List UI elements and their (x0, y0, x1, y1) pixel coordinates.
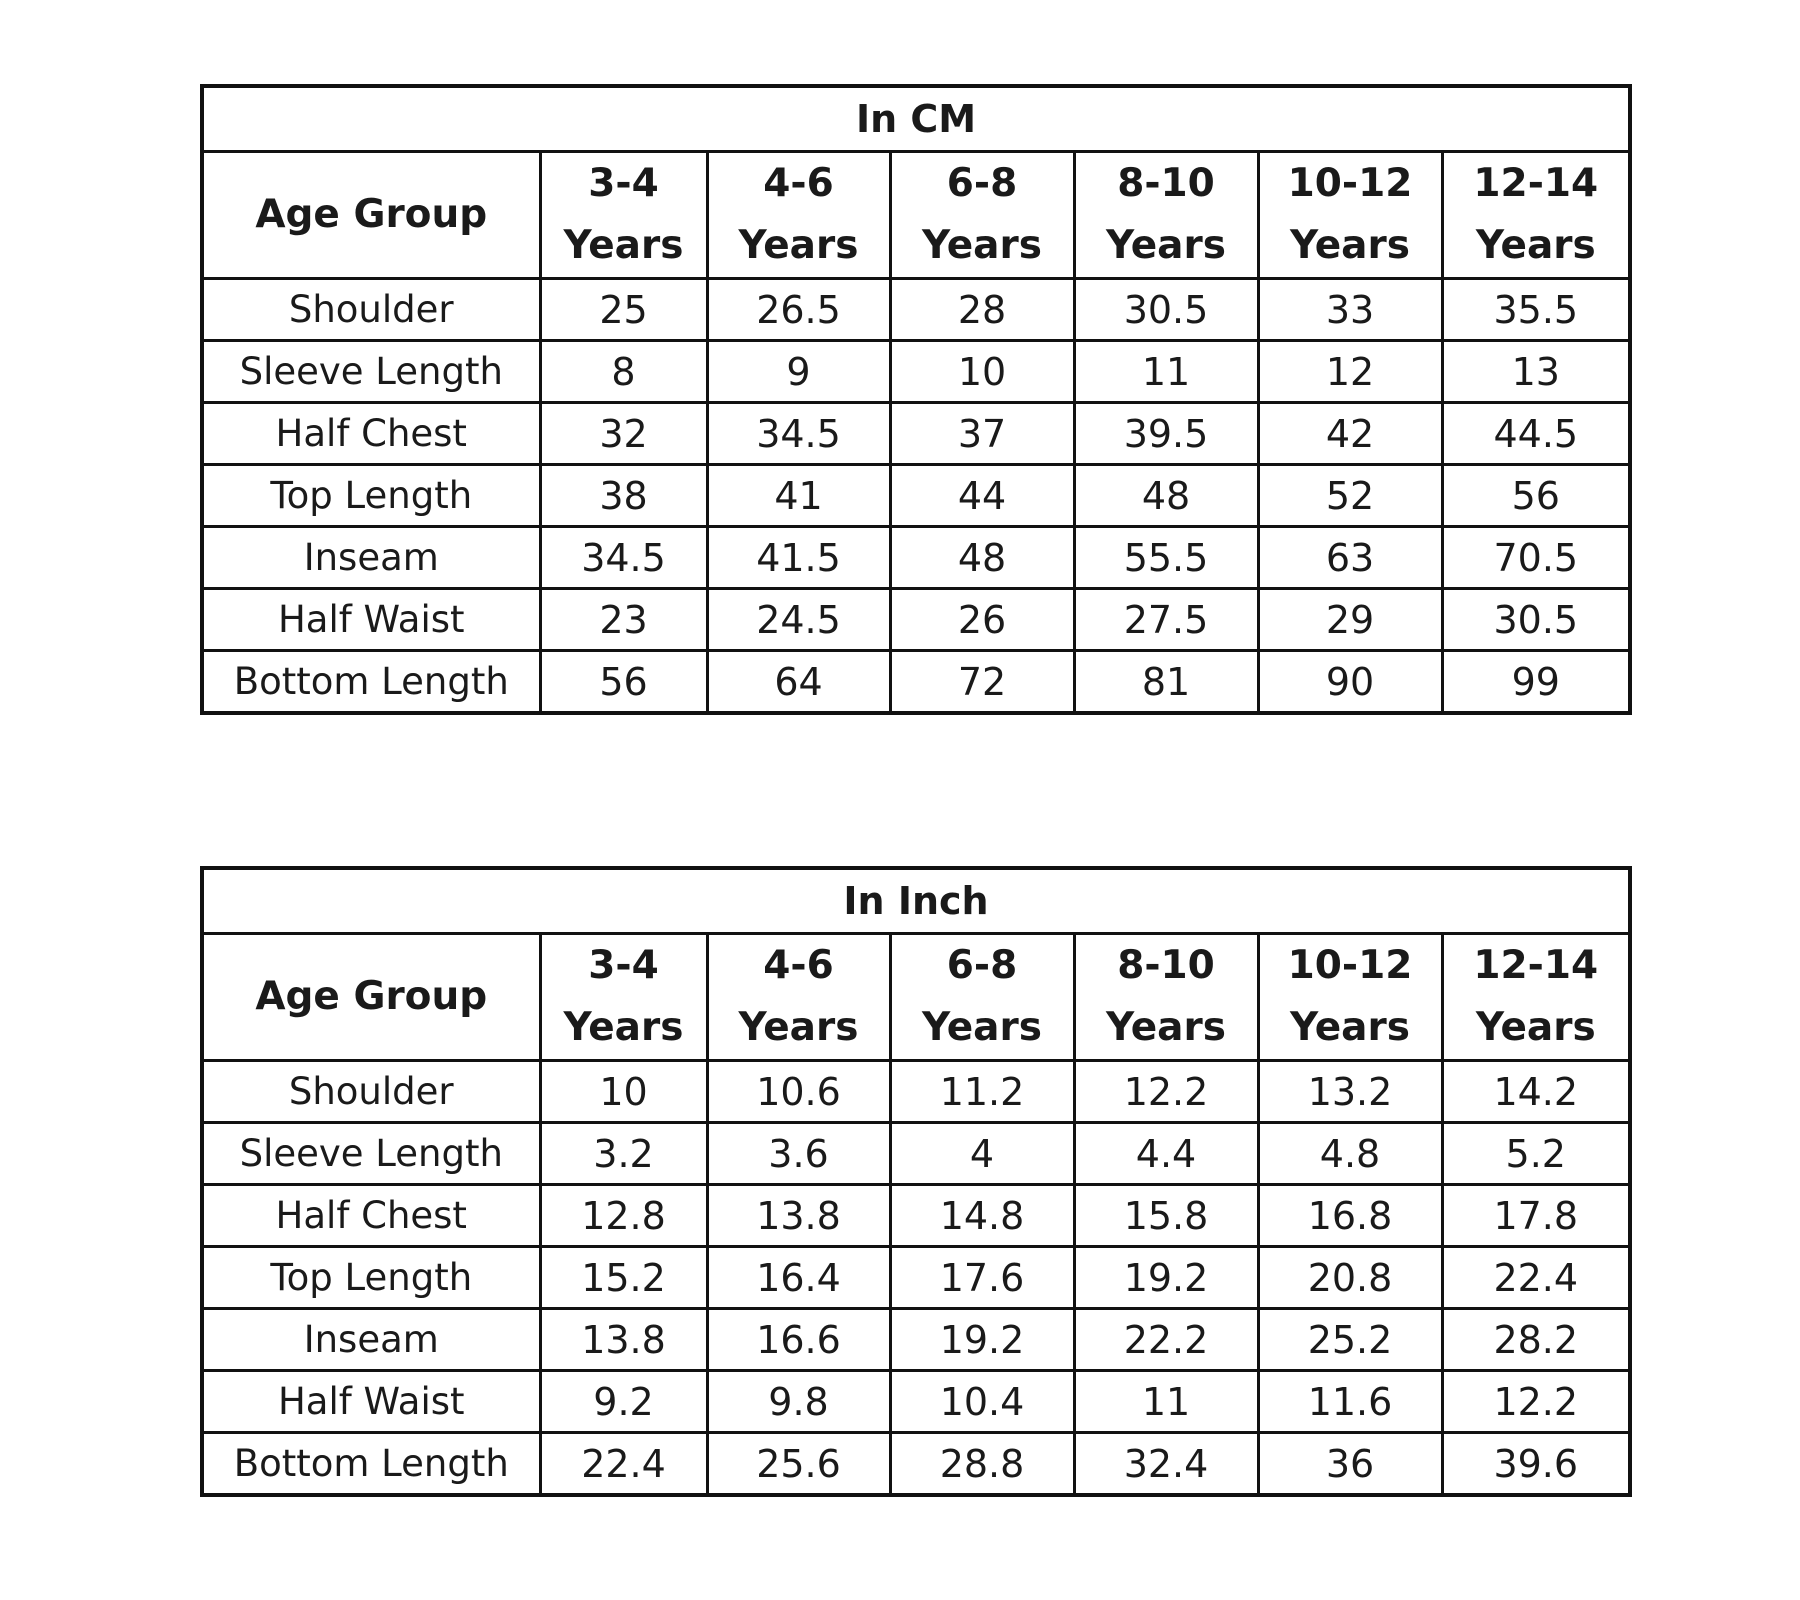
table-cell: 52 (1258, 465, 1442, 527)
table-cell: 4 (890, 1123, 1074, 1185)
table-cell: 5.2 (1442, 1123, 1630, 1185)
table-row (202, 1185, 1630, 1247)
row-label: Top Length (202, 1247, 540, 1309)
table-cell: 23 (540, 589, 707, 651)
column-unit: Years (738, 1005, 859, 1050)
column-range: 12-14 (1473, 161, 1599, 206)
table-cell: 11 (1074, 1371, 1258, 1433)
table-cell: 8 (540, 341, 707, 403)
column-unit: Years (563, 223, 684, 268)
table-cell: 44 (890, 465, 1074, 527)
table-cell: 26 (890, 589, 1074, 651)
column-unit: Years (1290, 223, 1410, 268)
table-cell: 70.5 (1442, 527, 1630, 589)
column-range: 8-10 (1117, 161, 1215, 206)
column-header (1074, 934, 1258, 1061)
column-range: 10-12 (1287, 161, 1413, 206)
column-unit: Years (1106, 223, 1226, 268)
size-table-inch (200, 866, 1632, 1497)
table-cell: 37 (890, 403, 1074, 465)
table-cell: 17.8 (1442, 1185, 1630, 1247)
column-header (707, 934, 890, 1061)
table-cell: 10 (540, 1061, 707, 1123)
table-cell: 16.6 (707, 1309, 890, 1371)
table-cell: 12.2 (1442, 1371, 1630, 1433)
table-row (202, 1371, 1630, 1433)
table-cell: 25.2 (1258, 1309, 1442, 1371)
table-cell: 48 (890, 527, 1074, 589)
table-cell: 28.2 (1442, 1309, 1630, 1371)
table-row (202, 279, 1630, 341)
table-cell: 90 (1258, 651, 1442, 714)
table-cell: 29 (1258, 589, 1442, 651)
table-cell: 39.5 (1074, 403, 1258, 465)
table-cell: 27.5 (1074, 589, 1258, 651)
table-cell: 26.5 (707, 279, 890, 341)
column-range: 6-8 (946, 943, 1018, 988)
table-cell: 32 (540, 403, 707, 465)
table-cell: 41 (707, 465, 890, 527)
table-cell: 10.6 (707, 1061, 890, 1123)
table-cell: 14.2 (1442, 1061, 1630, 1123)
table-cell: 9.8 (707, 1371, 890, 1433)
table-cell: 12 (1258, 341, 1442, 403)
table-cell: 56 (540, 651, 707, 714)
table-title: In Inch (202, 868, 1630, 934)
row-label: Top Length (202, 465, 540, 527)
row-label: Half Waist (202, 589, 540, 651)
table-cell: 28.8 (890, 1433, 1074, 1496)
table-cell: 32.4 (1074, 1433, 1258, 1496)
table-cell: 22.4 (540, 1433, 707, 1496)
table-cell: 44.5 (1442, 403, 1630, 465)
table-cell: 30.5 (1442, 589, 1630, 651)
column-unit: Years (563, 1005, 684, 1050)
column-range: 8-10 (1117, 943, 1215, 988)
table-row (202, 341, 1630, 403)
row-label: Half Chest (202, 1185, 540, 1247)
table-title-row (202, 86, 1630, 152)
table-cell: 36 (1258, 1433, 1442, 1496)
table-cell: 99 (1442, 651, 1630, 714)
table-cell: 12.8 (540, 1185, 707, 1247)
size-table-cm (200, 84, 1632, 715)
table-cell: 13.8 (707, 1185, 890, 1247)
table-cell: 39.6 (1442, 1433, 1630, 1496)
table-row (202, 527, 1630, 589)
column-range: 4-6 (763, 161, 834, 206)
row-label: Shoulder (202, 1061, 540, 1123)
table-cell: 19.2 (1074, 1247, 1258, 1309)
table-title-row (202, 868, 1630, 934)
table-cell: 11 (1074, 341, 1258, 403)
table-cell: 72 (890, 651, 1074, 714)
row-label: Half Waist (202, 1371, 540, 1433)
table-row (202, 1247, 1630, 1309)
table-cell: 28 (890, 279, 1074, 341)
table-row (202, 465, 1630, 527)
table-cell: 34.5 (707, 403, 890, 465)
table-cell: 11.2 (890, 1061, 1074, 1123)
row-label: Shoulder (202, 279, 540, 341)
column-header (1074, 152, 1258, 279)
column-unit: Years (1290, 1005, 1410, 1050)
table-header-row (202, 152, 1630, 279)
column-unit: Years (1475, 223, 1596, 268)
column-unit: Years (738, 223, 859, 268)
column-range: 3-4 (588, 161, 659, 206)
table-row (202, 589, 1630, 651)
table-row (202, 403, 1630, 465)
table-title: In CM (202, 86, 1630, 152)
table-cell: 13.2 (1258, 1061, 1442, 1123)
table-cell: 42 (1258, 403, 1442, 465)
column-header (540, 152, 707, 279)
column-range: 10-12 (1287, 943, 1413, 988)
column-header (890, 934, 1074, 1061)
table-cell: 15.2 (540, 1247, 707, 1309)
table-cell: 33 (1258, 279, 1442, 341)
table-cell: 64 (707, 651, 890, 714)
table-cell: 9.2 (540, 1371, 707, 1433)
table-cell: 24.5 (707, 589, 890, 651)
column-range: 3-4 (588, 943, 659, 988)
column-header (540, 934, 707, 1061)
column-range: 12-14 (1473, 943, 1599, 988)
table-cell: 4.4 (1074, 1123, 1258, 1185)
column-header (1442, 934, 1630, 1061)
row-label: Inseam (202, 1309, 540, 1371)
table-cell: 22.2 (1074, 1309, 1258, 1371)
table-row (202, 1123, 1630, 1185)
table-header-row (202, 934, 1630, 1061)
table-cell: 34.5 (540, 527, 707, 589)
table-cell: 48 (1074, 465, 1258, 527)
table-cell: 9 (707, 341, 890, 403)
table-cell: 81 (1074, 651, 1258, 714)
table-row (202, 651, 1630, 714)
column-unit: Years (922, 1005, 1042, 1050)
row-label: Inseam (202, 527, 540, 589)
column-unit: Years (1106, 1005, 1226, 1050)
column-unit: Years (922, 223, 1042, 268)
table-cell: 63 (1258, 527, 1442, 589)
table-cell: 13 (1442, 341, 1630, 403)
row-label: Sleeve Length (202, 341, 540, 403)
table-row (202, 1309, 1630, 1371)
table-cell: 22.4 (1442, 1247, 1630, 1309)
table-cell: 10 (890, 341, 1074, 403)
table-row (202, 1433, 1630, 1496)
age-group-header: Age Group (202, 152, 540, 279)
column-header (890, 152, 1074, 279)
table-cell: 35.5 (1442, 279, 1630, 341)
column-range: 4-6 (763, 943, 834, 988)
table-cell: 25 (540, 279, 707, 341)
table-cell: 10.4 (890, 1371, 1074, 1433)
table-cell: 16.8 (1258, 1185, 1442, 1247)
table-cell: 15.8 (1074, 1185, 1258, 1247)
table-cell: 56 (1442, 465, 1630, 527)
column-header (1442, 152, 1630, 279)
row-label: Half Chest (202, 403, 540, 465)
table-cell: 14.8 (890, 1185, 1074, 1247)
table-cell: 11.6 (1258, 1371, 1442, 1433)
table-cell: 30.5 (1074, 279, 1258, 341)
row-label: Bottom Length (202, 1433, 540, 1496)
table-cell: 12.2 (1074, 1061, 1258, 1123)
table-cell: 25.6 (707, 1433, 890, 1496)
table-cell: 41.5 (707, 527, 890, 589)
table-cell: 19.2 (890, 1309, 1074, 1371)
row-label: Sleeve Length (202, 1123, 540, 1185)
table-cell: 38 (540, 465, 707, 527)
column-header (1258, 934, 1442, 1061)
column-unit: Years (1475, 1005, 1596, 1050)
table-cell: 3.2 (540, 1123, 707, 1185)
table-cell: 55.5 (1074, 527, 1258, 589)
table-cell: 4.8 (1258, 1123, 1442, 1185)
column-header (1258, 152, 1442, 279)
column-header (707, 152, 890, 279)
table-cell: 17.6 (890, 1247, 1074, 1309)
table-cell: 3.6 (707, 1123, 890, 1185)
table-cell: 20.8 (1258, 1247, 1442, 1309)
table-cell: 16.4 (707, 1247, 890, 1309)
age-group-header: Age Group (202, 934, 540, 1061)
table-cell: 13.8 (540, 1309, 707, 1371)
row-label: Bottom Length (202, 651, 540, 714)
column-range: 6-8 (946, 161, 1018, 206)
table-row (202, 1061, 1630, 1123)
